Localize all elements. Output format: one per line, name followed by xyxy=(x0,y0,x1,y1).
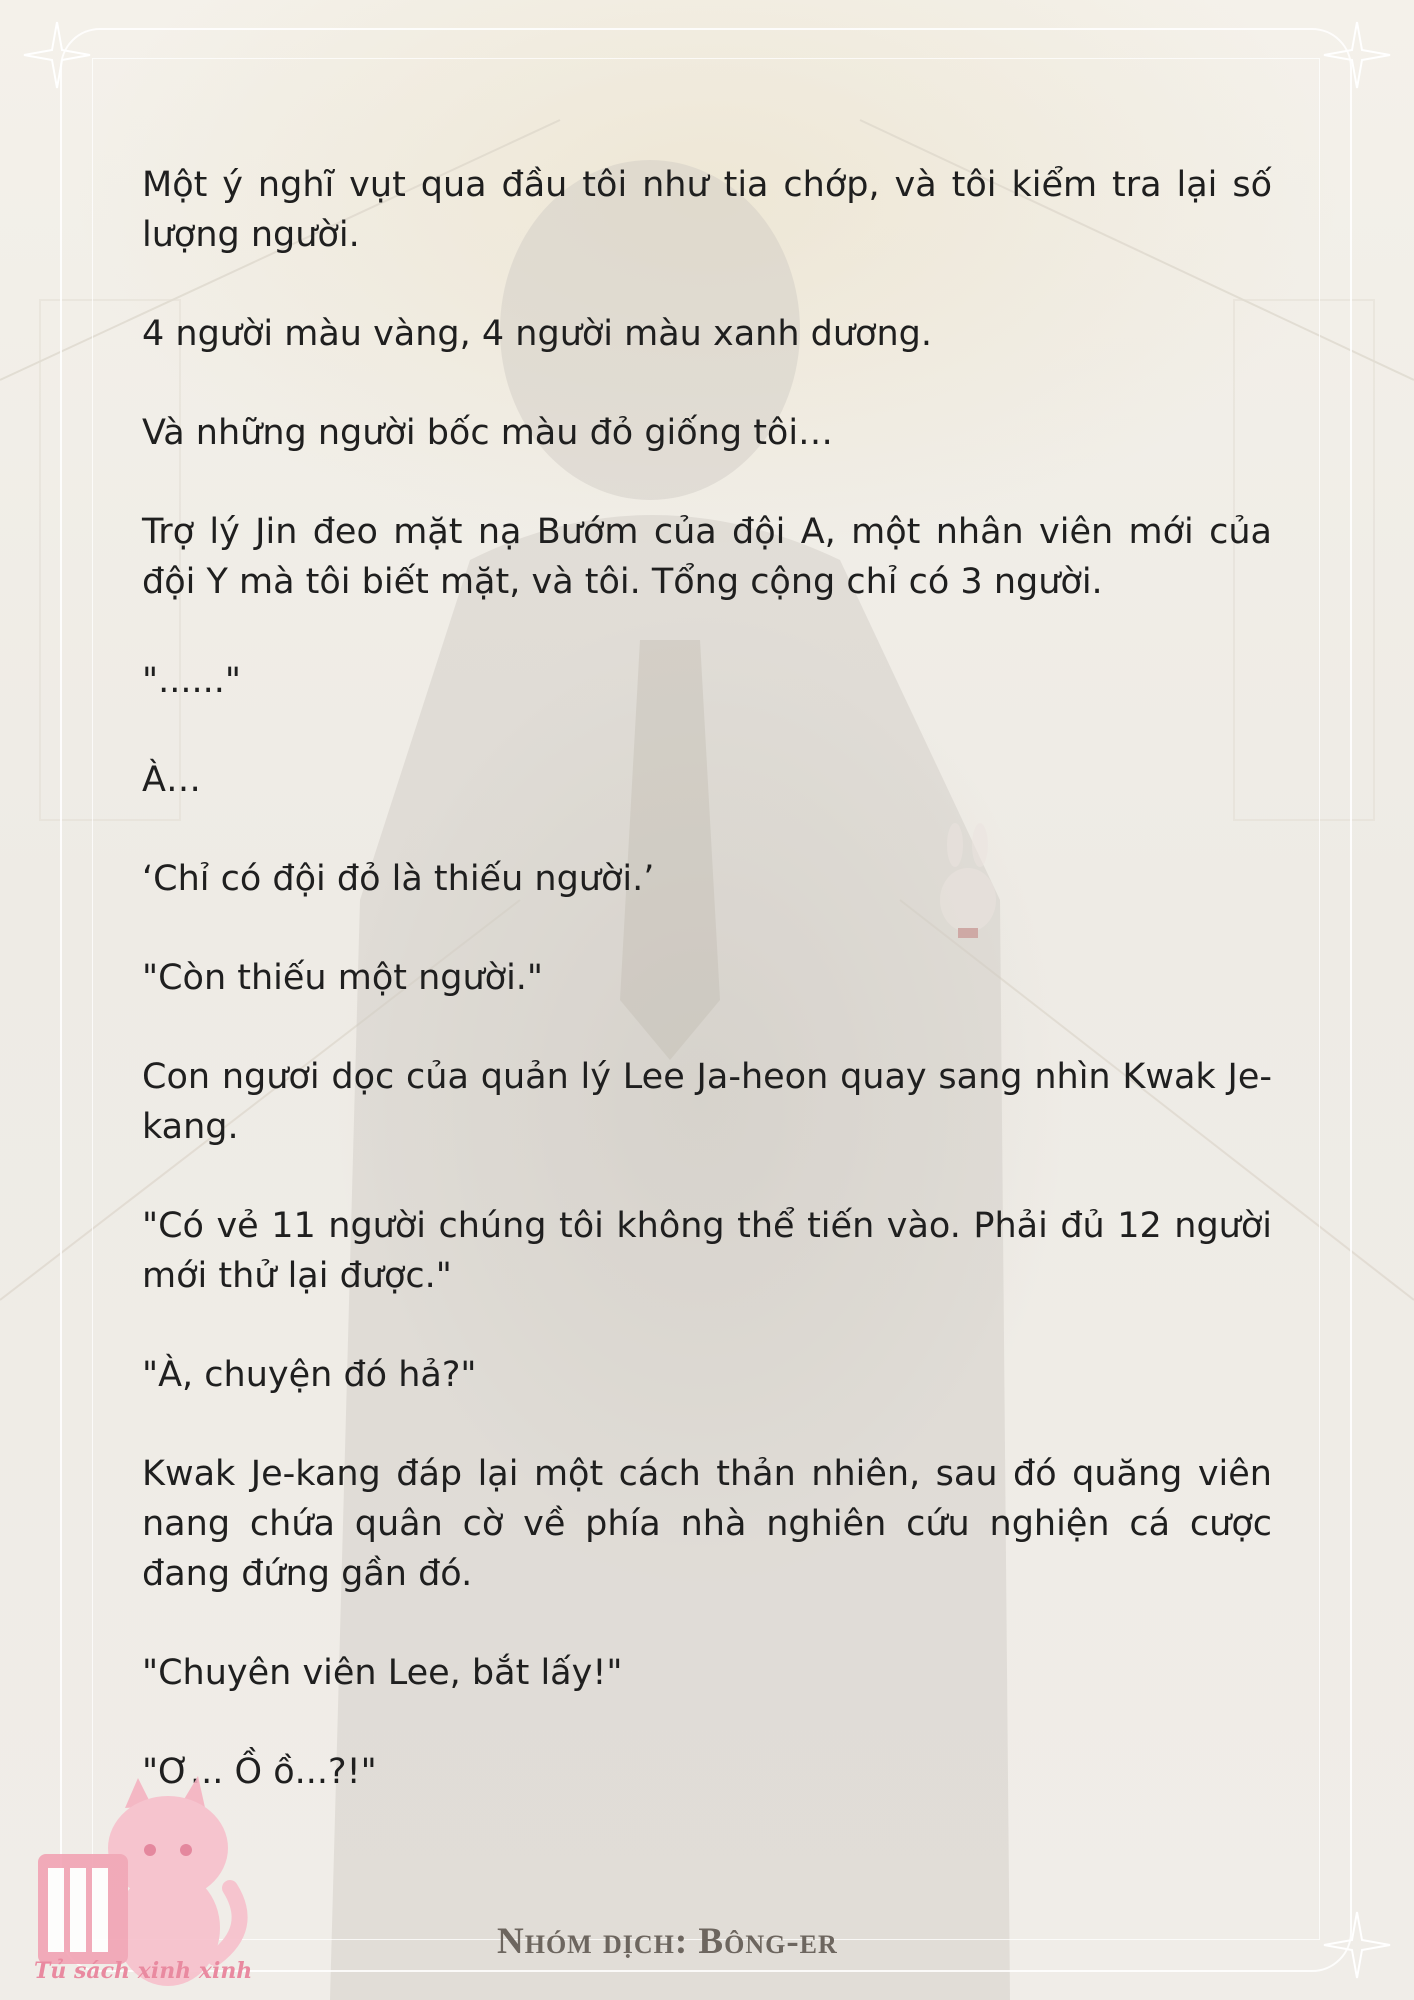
corner-star-icon xyxy=(22,20,92,90)
paragraph: "À, chuyện đó hả?" xyxy=(142,1355,477,1395)
paragraph: ‘Chỉ có đội đỏ là thiếu người.’ xyxy=(142,859,655,899)
corner-star-icon xyxy=(1322,20,1392,90)
paragraph: Kwak Je-kang đáp lại một cách thản nhiên, sau đó quăng viên nang chứa quân cờ về phía nhà nghiên cứu nghiện cá cược đang đứng gần đó. xyxy=(142,1454,1272,1594)
paragraph: "Chuyên viên Lee, bắt lấy!" xyxy=(142,1653,623,1693)
paragraph: À… xyxy=(142,760,201,800)
logo-text: Tủ sách xinh xinh xyxy=(34,1958,253,1984)
story-text xyxy=(142,160,1272,1846)
paragraph: "......" xyxy=(142,661,241,701)
paragraph: "Còn thiếu một người." xyxy=(142,958,544,998)
corner-star-icon xyxy=(1322,1910,1392,1980)
paragraph: "Ơ... Ồ ồ...?!" xyxy=(142,1752,377,1792)
paragraph: Một ý nghĩ vụt qua đầu tôi như tia chớp, và tôi kiểm tra lại số lượng người. xyxy=(142,165,1272,255)
paragraph: "Có vẻ 11 người chúng tôi không thể tiến vào. Phải đủ 12 người mới thử lại được." xyxy=(142,1206,1272,1296)
paragraph: Và những người bốc màu đỏ giống tôi… xyxy=(142,413,834,453)
translator-credit: Nhóm dịch: Bông-er xyxy=(497,1921,838,1962)
paragraph: Trợ lý Jin đeo mặt nạ Bướm của đội A, một nhân viên mới của đội Y mà tôi biết mặt, và tôi. Tổng cộng chỉ có 3 người. xyxy=(142,512,1272,602)
paragraph: Con ngươi dọc của quản lý Lee Ja-heon quay sang nhìn Kwak Je-kang. xyxy=(142,1057,1272,1147)
paragraph: 4 người màu vàng, 4 người màu xanh dương. xyxy=(142,314,932,354)
